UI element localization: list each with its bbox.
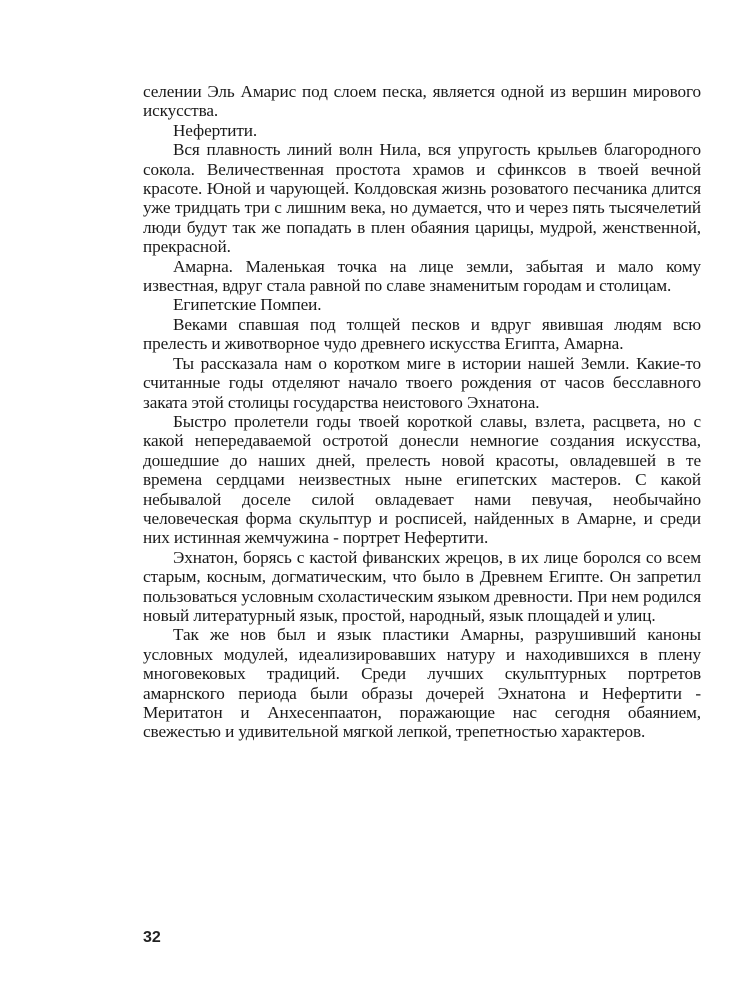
paragraph: Эхнатон, борясь с кастой фиванских жрецов, в их лице боролся со всем старым, косным, догматическим, что было в Древнем Египте. Он запретил пользоваться условным схоластическим языком древности. При нем родился новый литературный язык, простой, народный, язык площадей и улиц.	[143, 547, 701, 625]
paragraph: селении Эль Амарис под слоем песка, является одной из вершин мирового искусства.	[143, 82, 701, 121]
page-number: 32	[143, 929, 161, 946]
paragraph: Быстро пролетели годы твоей короткой славы, взлета, расцвета, но с какой непередаваемой остротой донесли немногие создания искусства, дошедшие до наших дней, прелесть новой красоты, овладевшей в те времена сердцами неизвестных ныне египетских мастеров. С какой небывалой доселе силой овладевает нами певучая, необычайно человеческая форма скульптур и росписей, найденных в Амарне, и среди них истинная жемчужина - портрет Нефертити.	[143, 411, 701, 548]
paragraph: Нефертити.	[173, 120, 258, 140]
paragraph: Египетские Помпеи.	[173, 295, 322, 315]
paragraph: Так же нов был и язык пластики Амарны, разрушивший каноны условных модулей, идеализировавших натуру и находившихся в плену многовековых традиций. Среди лучших скульптурных портретов амарнского периода были образы дочерей Эхнатона и Нефертити - Меритатон и Анхесенпаатон, поражающие нас сегодня обаянием, свежестью и удивительной мягкой лепкой, трепетностью характеров.	[143, 625, 701, 742]
page-body-text	[143, 82, 701, 742]
paragraph: Амарна. Маленькая точка на лице земли, забытая и мало кому известная, вдруг стала равной по славе знаменитым городам и столицам.	[143, 256, 701, 296]
paragraph: Ты рассказала нам о коротком миге в истории нашей Земли. Какие-то считанные годы отделяют начало твоего рождения от часов бесславного заката этой столицы государства неистового Эхнатона.	[143, 353, 701, 412]
paragraph: Веками спавшая под толщей песков и вдруг явившая людям всю прелесть и животворное чудо древнего искусства Египта, Амарна.	[143, 314, 701, 354]
paragraph: Вся плавность линий волн Нила, вся упругость крыльев благородного сокола. Величественная простота храмов и сфинксов в твоей вечной красоте. Юной и чарующей. Колдовская жизнь розоватого песчаника длится уже тридцать три с лишним века, но думается, что и через пять тысячелетий люди будут так же попадать в плен обаяния царицы, мудрой, женственной, прекрасной.	[143, 140, 701, 257]
